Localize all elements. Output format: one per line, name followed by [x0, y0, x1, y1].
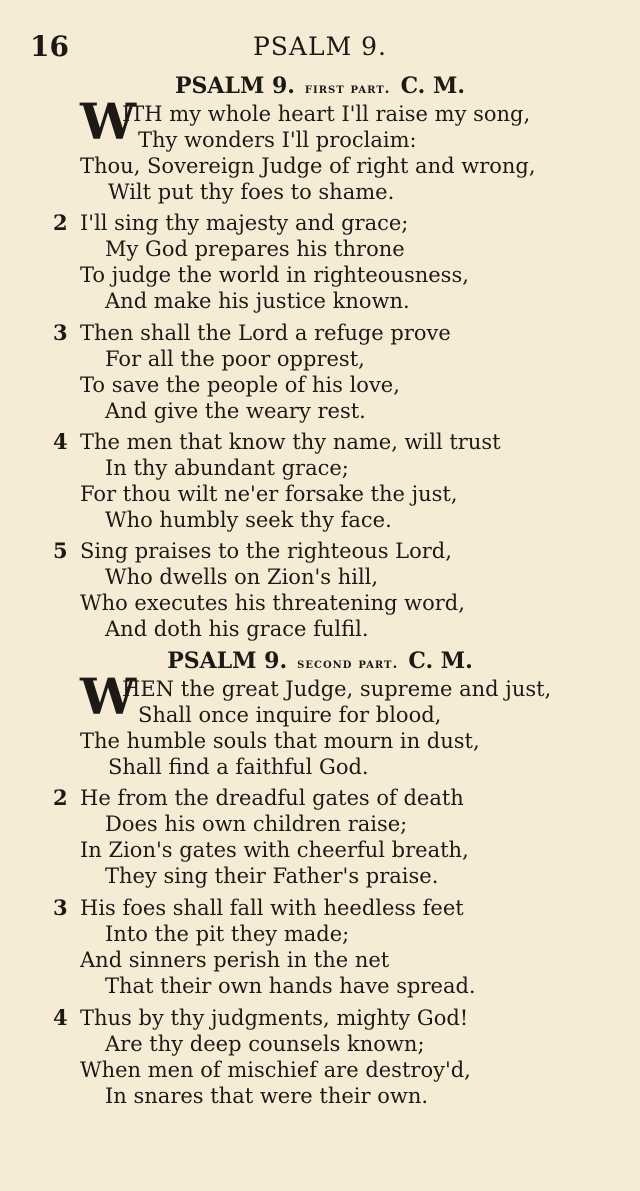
verse-line: To save the people of his love,: [80, 373, 400, 397]
part-title-meter: C. M.: [400, 73, 466, 99]
verse-line: Sing praises to the righteous Lord,: [80, 539, 452, 563]
verse-line: For all the poor opprest,: [105, 347, 365, 371]
verse-line: And sinners perish in the net: [80, 948, 390, 972]
verse-line: His foes shall fall with heedless feet: [80, 896, 464, 920]
verse-line: They sing their Father's praise.: [105, 864, 439, 888]
verse-number: 4: [53, 429, 68, 454]
verse-line: Thy wonders I'll proclaim:: [138, 128, 417, 152]
part-title-label: second part.: [297, 656, 399, 672]
verse-line: Wilt put thy foes to shame.: [108, 180, 395, 204]
part-title-label: first part.: [304, 81, 391, 97]
page-number: 16: [30, 30, 69, 63]
verse-line: For thou wilt ne'er forsake the just,: [80, 482, 458, 506]
verse-line: That their own hands have spread.: [105, 974, 476, 998]
verse-line: In thy abundant grace;: [105, 456, 349, 480]
verse-line: In Zion's gates with cheerful breath,: [80, 838, 469, 862]
verse-line: Who dwells on Zion's hill,: [105, 565, 379, 589]
running-title: PSALM 9.: [252, 32, 387, 61]
verse-line: Does his own children raise;: [105, 812, 408, 836]
verse-line: The humble souls that mourn in dust,: [80, 729, 480, 753]
verse-line: Thus by thy judgments, mighty God!: [80, 1006, 469, 1030]
part-title-psalm: PSALM 9.: [174, 73, 295, 99]
verse-line: In snares that were their own.: [105, 1084, 429, 1108]
verse-line: To judge the world in righteousness,: [80, 263, 469, 287]
part-title-meter: C. M.: [408, 648, 473, 674]
verse-number: 5: [53, 538, 68, 563]
verse-line: When men of mischief are destroy'd,: [80, 1058, 471, 1082]
verse-line: Then shall the Lord a refuge prove: [80, 321, 451, 345]
verse-line: Who executes his threatening word,: [80, 591, 465, 615]
page-header: [0, 30, 640, 70]
verse-line: Are thy deep counsels known;: [105, 1032, 425, 1056]
verse-line: I'll sing thy majesty and grace;: [80, 211, 409, 235]
verse-line: My God prepares his throne: [105, 237, 405, 261]
drop-cap-letter: W: [80, 667, 137, 726]
verse-number: 2: [53, 785, 68, 810]
verse-number: 3: [53, 895, 68, 920]
verse-line: The men that know thy name, will trust: [80, 430, 501, 454]
part-title-psalm: PSALM 9.: [167, 648, 288, 674]
drop-cap-letter: W: [80, 92, 137, 151]
verse-line: Thou, Sovereign Judge of right and wrong,: [80, 154, 536, 178]
verse-line: And doth his grace fulfil.: [105, 617, 369, 641]
verse-line: Shall find a faithful God.: [108, 755, 369, 779]
verse-line: HEN the great Judge, supreme and just,: [122, 677, 552, 701]
verse-line: And give the weary rest.: [105, 399, 366, 423]
verse-line: Shall once inquire for blood,: [138, 703, 442, 727]
verse-line: Who humbly seek thy face.: [105, 508, 392, 532]
verse-number: 4: [53, 1005, 68, 1030]
verse-number: 2: [53, 210, 68, 235]
verse-line: And make his justice known.: [105, 289, 410, 313]
verse-line: Into the pit they made;: [105, 922, 350, 946]
verse-line: ITH my whole heart I'll raise my song,: [122, 102, 531, 126]
verse-number: 3: [53, 320, 68, 345]
verse-line: He from the dreadful gates of death: [80, 786, 464, 810]
